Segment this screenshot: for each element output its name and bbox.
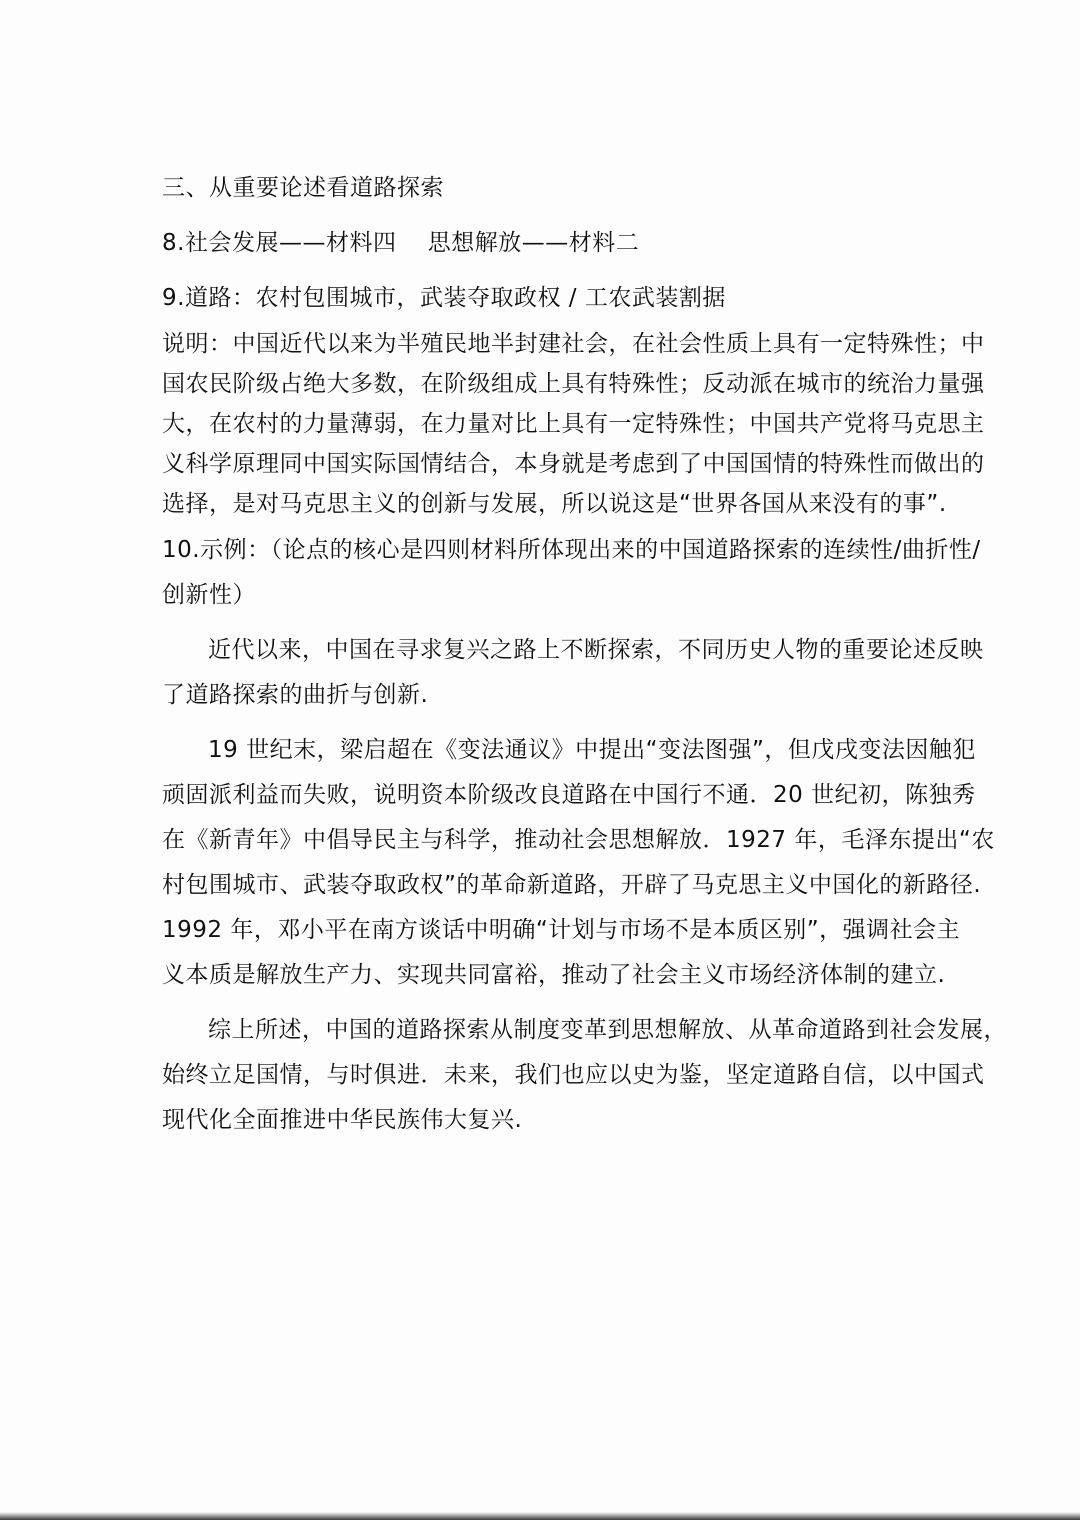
essay-line: 现代化全面推进中华民族伟大复兴. bbox=[162, 1107, 523, 1133]
explanation-paragraph bbox=[162, 324, 985, 524]
essay-line: 综上所述，中国的道路探索从制度变革到思想解放、从革命道路到社会发展， bbox=[208, 1017, 1007, 1043]
answer-item-10 bbox=[162, 528, 981, 618]
essay-line: 始终立足国情，与时俱进．未来，我们也应以史为鉴，坚定道路自信，以中国式 bbox=[162, 1062, 985, 1088]
explanation-line: 说明：中国近代以来为半殖民地半封建社会，在社会性质上具有一定特殊性；中 bbox=[162, 331, 985, 357]
explanation-line: 选择，是对马克思主义的创新与发展，所以说这是“世界各国从来没有的事”. bbox=[162, 491, 947, 517]
explanation-line: 大，在农村的力量薄弱，在力量对比上具有一定特殊性；中国共产党将马克思主 bbox=[162, 411, 985, 437]
document-content bbox=[162, 168, 1007, 1143]
essay-conclusion-paragraph bbox=[162, 1008, 1007, 1143]
explanation-line: 义科学原理同中国实际国情结合，本身就是考虑到了中国国情的特殊性而做出的 bbox=[162, 451, 985, 477]
essay-line: 村包围城市、武装夺取政权”的革命新道路，开辟了马克思主义中国化的新路径. bbox=[162, 872, 982, 898]
explanation-line: 国农民阶级占绝大多数，在阶级组成上具有特殊性；反动派在城市的统治力量强 bbox=[162, 371, 985, 397]
answer-item-8: 8.社会发展——材料四 思想解放——材料二 bbox=[162, 230, 640, 256]
essay-body-paragraph bbox=[162, 728, 995, 998]
essay-line: 19 世纪末，梁启超在《变法通议》中提出“变法图强”，但戊戌变法因触犯 bbox=[208, 737, 976, 763]
essay-line: 了道路探索的曲折与创新. bbox=[162, 682, 429, 708]
essay-line: 在《新青年》中倡导民主与科学，推动社会思想解放．1927 年，毛泽东提出“农 bbox=[162, 827, 995, 853]
essay-intro-paragraph bbox=[162, 628, 984, 718]
essay-line: 义本质是解放生产力、实现共同富裕，推动了社会主义市场经济体制的建立. bbox=[162, 962, 946, 988]
answer-item-9: 9.道路：农村包围城市，武装夺取政权 / 工农武装割据 bbox=[162, 285, 726, 311]
item10-line: 创新性） bbox=[162, 582, 256, 608]
essay-line: 1992 年，邓小平在南方谈话中明确“计划与市场不是本质区别”，强调社会主 bbox=[162, 917, 961, 943]
essay-line: 顽固派利益而失败，说明资本阶级改良道路在中国行不通．20 世纪初，陈独秀 bbox=[162, 782, 976, 808]
scan-bottom-edge bbox=[0, 1512, 1080, 1520]
item10-line: 10.示例：（论点的核心是四则材料所体现出来的中国道路探索的连续性/曲折性/ bbox=[162, 537, 981, 563]
section-heading: 三、从重要论述看道路探索 bbox=[162, 175, 444, 201]
essay-line: 近代以来，中国在寻求复兴之路上不断探索，不同历史人物的重要论述反映 bbox=[208, 637, 984, 663]
